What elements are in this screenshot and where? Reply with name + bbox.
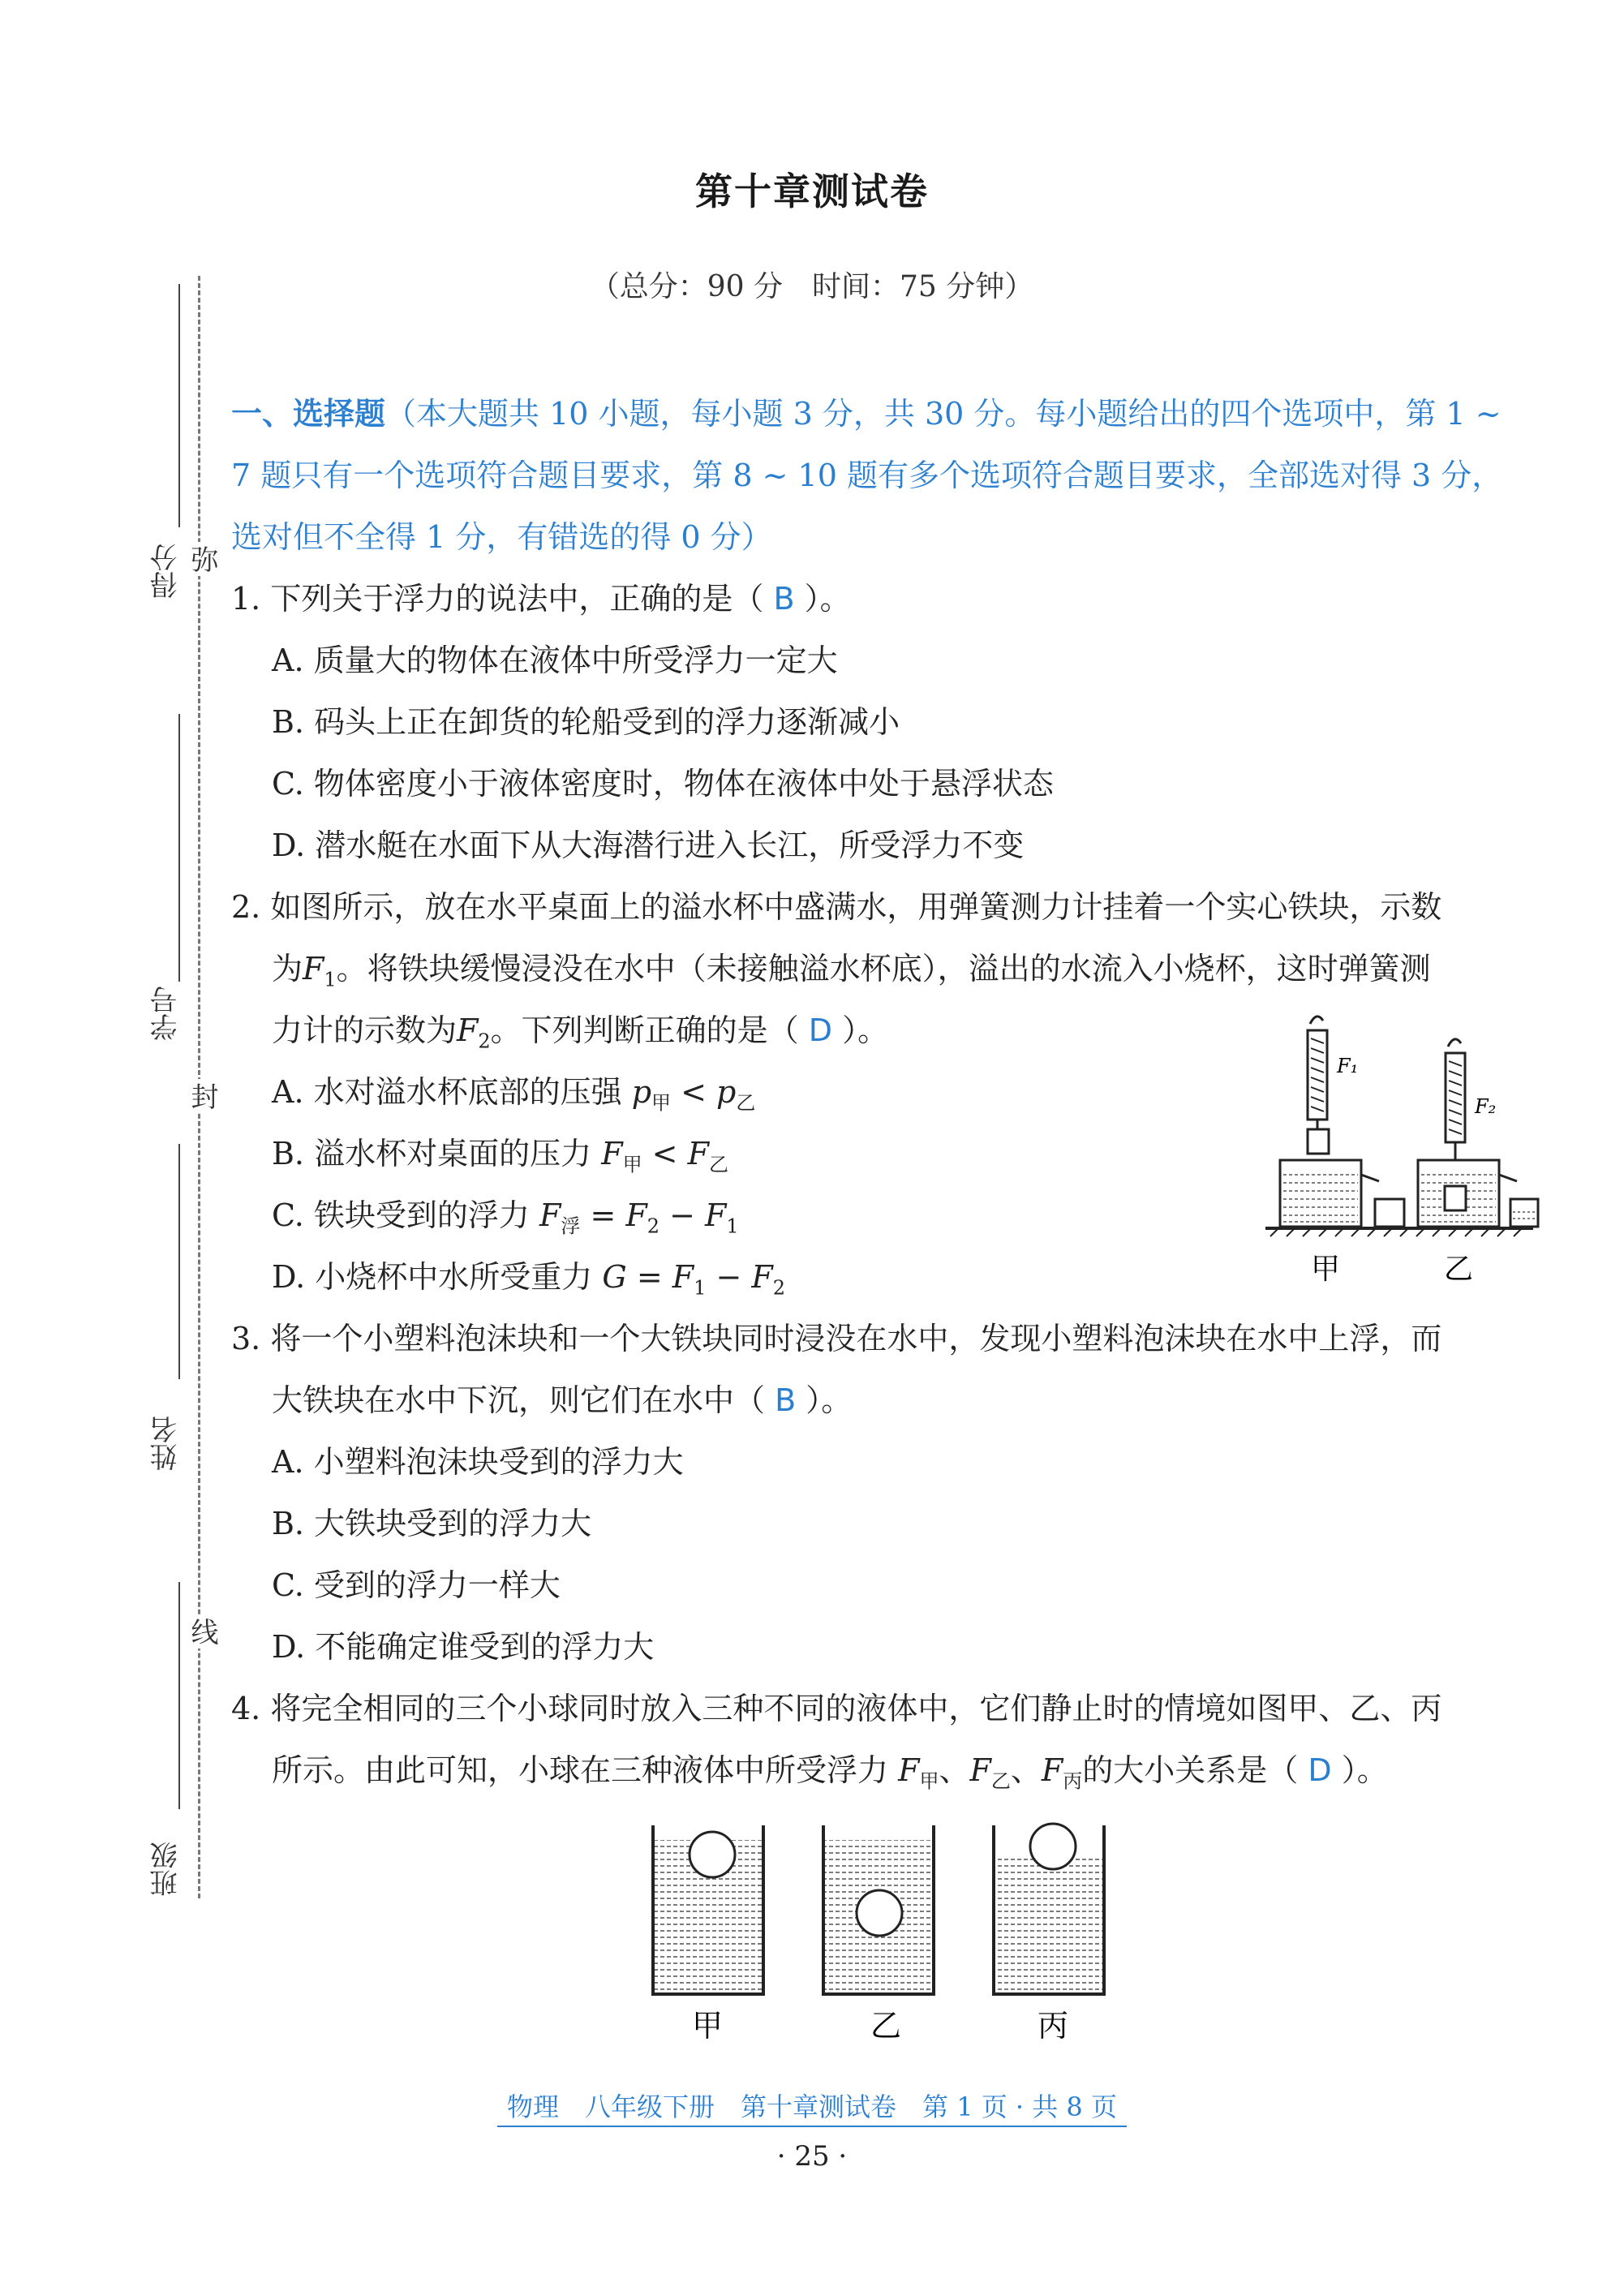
section-heading	[231, 383, 1545, 568]
margin-mark-feng: 封	[183, 1079, 222, 1113]
q2-beaker-right	[1510, 1199, 1538, 1227]
q4-line2-post: 的大小关系是（	[1082, 1752, 1299, 1788]
q2-label-f2: F₂	[1475, 1095, 1497, 1118]
q2-figure	[1257, 1006, 1541, 1298]
margin-label-score: 得分	[150, 544, 183, 599]
q3-line2	[272, 1369, 852, 1431]
q4-line2-pre: 所示。由此可知，小球在三种液体中所受浮力	[272, 1752, 889, 1788]
q2-fig-label-left: 甲	[1311, 1253, 1341, 1286]
q3-line2-text: 大铁块在水中下沉，则它们在水中（	[272, 1382, 766, 1418]
q3-close: ）。	[806, 1382, 853, 1418]
q1-answer: B	[773, 581, 795, 617]
q3-option-c: C. 受到的浮力一样大	[272, 1567, 561, 1603]
margin-label-class: 班级	[150, 1842, 183, 1897]
page-title: 第十章测试卷	[695, 170, 929, 213]
q4-ball-yi	[857, 1890, 902, 1936]
footer-text: 物理 八年级下册 第十章测试卷 第 1 页 · 共 8 页	[497, 2091, 1127, 2127]
q4-liquid-bing	[995, 1856, 1102, 1992]
q4-label-yi: 乙	[870, 2008, 902, 2044]
q2-cup-left	[1280, 1160, 1361, 1227]
page-footer	[0, 2087, 1624, 2124]
q2-spout-right	[1499, 1175, 1517, 1181]
q1-option-c: C. 物体密度小于液体密度时，物体在液体中处于悬浮状态	[272, 766, 1054, 802]
q4-beaker-bing	[994, 1824, 1104, 1994]
q2-iron-block-right	[1445, 1186, 1466, 1210]
page-subtitle: （总分：90 分 时间：75 分钟）	[590, 270, 1034, 303]
q1-stem-text: 1. 下列关于浮力的说法中，正确的是（	[231, 581, 764, 617]
score-underline	[178, 284, 180, 527]
q3-option-a: A. 小塑料泡沫块受到的浮力大	[272, 1444, 684, 1480]
q3-line1: 3. 将一个小塑料泡沫块和一个大铁块同时浸没在水中，发现小塑料泡沫块在水中上浮，而	[231, 1321, 1442, 1356]
q4-figure	[641, 1817, 1136, 2044]
q4-beaker-yi	[823, 1825, 934, 1994]
q4-ball-jia	[690, 1832, 735, 1877]
q2-answer: D	[808, 1012, 833, 1048]
q2-spout-left	[1361, 1175, 1379, 1181]
q4-ball-bing	[1030, 1824, 1076, 1869]
q3-answer: B	[775, 1382, 797, 1418]
section-desc-3: 选对但不全得 1 分，有错选的得 0 分）	[231, 519, 772, 555]
margin-label-id: 学号	[150, 986, 183, 1041]
q4-line2: 所示。由此可知，小球在三种液体中所受浮力 $F_甲$、$F_乙$、$F_丙$的大小关系是（ D ）。	[272, 1752, 1388, 1793]
name-underline	[178, 1144, 180, 1379]
q2-hook-left	[1310, 1017, 1323, 1024]
q2-line2-post: 。将铁块缓慢浸没在水中（未接触溢水杯底），溢出的水流入小烧杯，这时弹簧测	[336, 951, 1431, 987]
q2-hook-right	[1448, 1039, 1461, 1047]
q1-close: ）。	[804, 581, 851, 617]
q2-option-b: B. 溢水杯对桌面的压力 $F_甲 < F_乙$	[272, 1136, 728, 1176]
q4-answer: D	[1308, 1752, 1332, 1788]
q2-line2: 为$F_1$。将铁块缓慢浸没在水中（未接触溢水杯底），溢出的水流入小烧杯，这时弹簧测	[272, 951, 1431, 991]
q2-line3-pre: 力计的示数为	[272, 1012, 458, 1048]
q3-option-b: B. 大铁块受到的浮力大	[272, 1506, 592, 1541]
q2-close: ）。	[842, 1012, 889, 1048]
q2-scale-left	[1308, 1030, 1327, 1120]
q2-fig-label-right: 乙	[1444, 1253, 1474, 1286]
page-number: · 25 ·	[776, 2140, 848, 2173]
q2-option-c-text: C. 铁块受到的浮力	[272, 1197, 530, 1233]
q1-option-d: D. 潜水艇在水面下从大海潜行进入长江，所受浮力不变	[272, 827, 1025, 863]
q4-label-bing: 丙	[1037, 2008, 1069, 2044]
q4-line1: 4. 将完全相同的三个小球同时放入三种不同的液体中，它们静止时的情境如图甲、乙、丙	[231, 1691, 1442, 1726]
q2-line3: 力计的示数为$F_2$。下列判断正确的是（ D ）。	[272, 1012, 889, 1053]
id-underline	[178, 714, 180, 982]
q2-scale-right	[1446, 1053, 1465, 1142]
q1-option-b: B. 码头上正在卸货的轮船受到的浮力逐渐减小	[272, 704, 900, 740]
section-desc-1: （本大题共 10 小题，每小题 3 分，共 30 分。每小题给出的四个选项中，第 1 ~	[385, 396, 1502, 432]
q2-option-d-text: D. 小烧杯中水所受重力	[272, 1259, 593, 1295]
q4-close: ）。	[1341, 1752, 1388, 1788]
q2-line3-post: 。下列判断正确的是（	[490, 1012, 799, 1048]
margin-mark-mi: 弥	[183, 542, 222, 576]
q2-line2-pre: 为	[272, 951, 303, 987]
margin-mark-xian: 线	[183, 1614, 222, 1649]
q2-line1: 2. 如图所示，放在水平桌面上的溢水杯中盛满水，用弹簧测力计挂着一个实心铁块，示数	[231, 889, 1442, 925]
q2-option-d: D. 小烧杯中水所受重力 $G = F_1 - F_2$	[272, 1259, 786, 1300]
class-underline	[178, 1582, 180, 1809]
q2-option-c: C. 铁块受到的浮力 $F_浮 = F_2 - F_1$	[272, 1197, 739, 1238]
section-desc-2: 7 题只有一个选项符合题目要求，第 8 ~ 10 题有多个选项符合题目要求，全部选对得 3 分，	[231, 458, 1503, 493]
q3-option-d: D. 不能确定谁受到的浮力大	[272, 1629, 655, 1665]
q2-label-f1: F₁	[1337, 1055, 1359, 1077]
q2-option-a: A. 水对溢水杯底部的压强 $p_甲 < p_乙$	[272, 1074, 756, 1115]
q2-option-a-text: A. 水对溢水杯底部的压强	[272, 1074, 622, 1110]
margin-label-name: 姓名	[150, 1416, 183, 1471]
q2-beaker-left	[1375, 1199, 1404, 1227]
q1-stem	[231, 568, 851, 630]
q1-option-a: A. 质量大的物体在液体中所受浮力一定大	[272, 643, 838, 678]
q2-option-b-text: B. 溢水杯对桌面的压力	[272, 1136, 592, 1171]
q4-beaker-jia	[653, 1825, 763, 1994]
q2-iron-block-left	[1308, 1129, 1329, 1154]
section-title: 一、选择题	[231, 396, 386, 432]
q4-label-jia: 甲	[691, 2008, 724, 2044]
